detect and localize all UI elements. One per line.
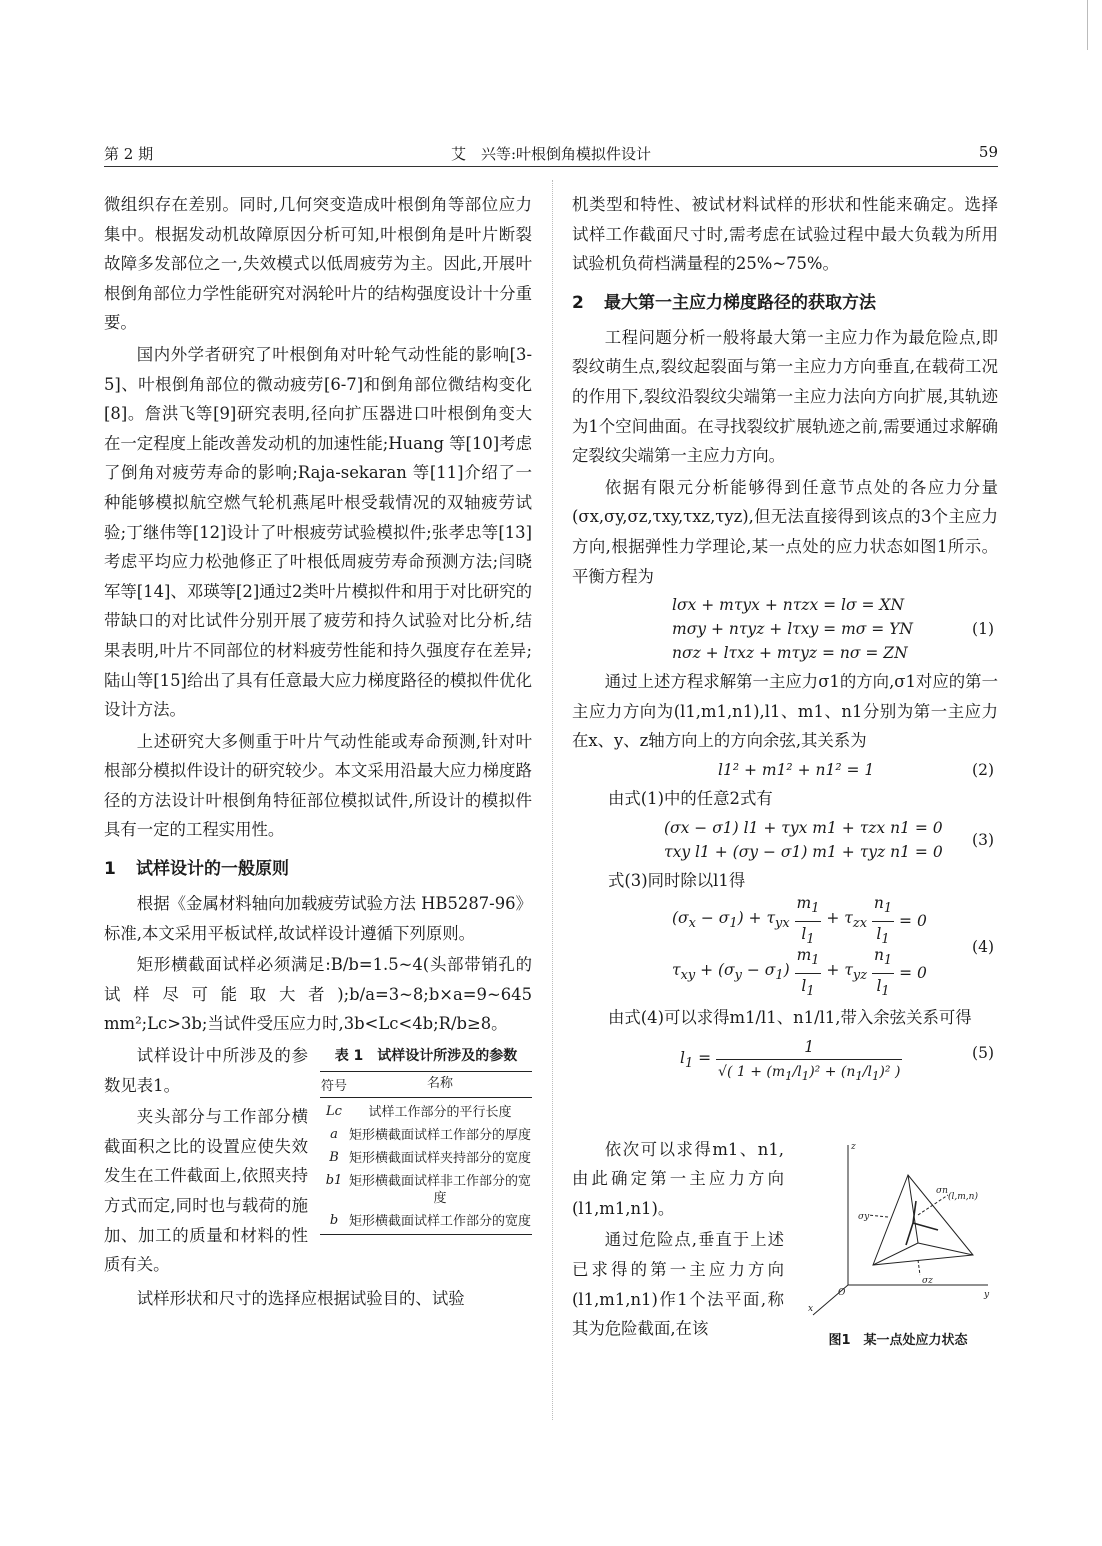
equation-line: τxy l1 + (σy − σ1) m1 + τyz n1 = 0 <box>664 842 943 861</box>
table-row <box>320 1173 532 1207</box>
paragraph: 上述研究大多侧重于叶片气动性能或寿命预测,针对叶根部分模拟件设计的研究较少。本文采用沿最大应力梯度路径的方法设计叶根倒角特征部位模拟试件,所设计的模拟件具有一定的工程实用性。 <box>104 731 532 840</box>
figure-caption: 图1 某一点处应力状态 <box>828 1332 968 1348</box>
table-cell-name: 矩形横截面试样工作部分的宽度 <box>348 1214 531 1230</box>
equation-3 <box>572 816 998 864</box>
table-cell-symbol: b1 <box>325 1173 343 1189</box>
paragraph: 由式(1)中的任意2式有 <box>608 788 773 808</box>
svg-text:(l,m,n): (l,m,n) <box>948 1191 978 1202</box>
table-cell-symbol: b <box>329 1213 339 1229</box>
equation-number: (5) <box>972 1043 994 1062</box>
table-cell-symbol: a <box>330 1127 338 1143</box>
table-cell-symbol: Lc <box>326 1104 342 1120</box>
table-cell-name: 试样工作部分的平行长度 <box>368 1105 512 1121</box>
section-number: 2 <box>572 292 584 313</box>
page-corner-mark <box>1087 0 1102 50</box>
equation-line: lσx + mτyx + nτzx = lσ = XN <box>672 596 905 615</box>
left-column <box>104 190 532 1313</box>
equation-line: nσz + lτxz + mτyz = nσ = ZN <box>672 644 908 663</box>
equation-number: (3) <box>972 830 994 849</box>
svg-text:σz: σz <box>922 1275 933 1286</box>
running-title: 艾 兴等:叶根倒角模拟件设计 <box>450 145 652 163</box>
equation-1 <box>572 593 998 665</box>
paragraph: 式(3)同时除以l1得 <box>608 870 746 890</box>
svg-text:σy: σy <box>858 1211 870 1222</box>
table-cell-name: 矩形横截面试样夹持部分的宽度 <box>348 1151 531 1167</box>
section-title: 最大第一主应力梯度路径的获取方法 <box>604 292 876 313</box>
column-separator <box>552 180 553 1420</box>
header-rule <box>104 166 998 167</box>
table-cell-name: 矩形横截面试样工作部分的厚度 <box>348 1128 531 1144</box>
equation-4: $(\sigma_x - \sigma_1) + \tau_{yx}$ $\frac{m_1}{l_1}$ + $\tau_{zx}$ $\frac{n_1}{l_1}$ = 0 $\tau_{xy} + (\sigma_y - \sigma_1)$ $\frac{m_1}{l_1}$ + $\tau_{yz}$ $\frac{n_1}{l_1}$ = 0 (4) <box>572 895 998 1003</box>
section-heading <box>104 855 532 883</box>
equation-line: (σx − σ1) l1 + τyx m1 + τzx n1 = 0 <box>664 818 943 837</box>
paragraph: 国内外学者研究了叶根倒角对叶轮气动性能的影响[3-5]、叶根倒角部位的微动疲劳[6-7]和倒角部位微结构变化[8]。詹洪飞等[9]研究表明,径向扩压器进口叶根倒角变大在一定程度上能改善发动机的加速性能;Huang 等[10]考虑了倒角对疲劳寿命的影响;Raja-sekaran 等[11]介绍了一种能够模拟航空燃气轮机燕尾叶根受载情况的双轴疲劳试验;丁继伟等[12]设计了叶根疲劳试验模拟件;张孝忠等[13]考虑平均应力松弛修正了叶根低周疲劳寿命预测方法;闫晓军等[14]、邓瑛等[2]通过2类叶片模拟件和用于对比研究的带缺口的对比试件分别开展了疲劳和持久试验对比分析,结果表明,叶片不同部位的材料疲劳性能和持久强度存在差异;陆山等[15]给出了具有任意最大应力梯度路径的模拟件优化设计方法。 <box>104 344 532 720</box>
table-row <box>320 1104 532 1121</box>
equation-number: (1) <box>972 620 994 639</box>
issue-number: 第 2 期 <box>104 145 154 163</box>
table-title: 表 1 试样设计所涉及的参数 <box>334 1048 518 1065</box>
section-title: 试样设计的一般原则 <box>136 859 289 880</box>
paragraph: 夹头部分与工作部分横截面积之比的设置应使失效发生在工件截面上,依照夹持方式而定,同时也与载荷的施加、加工的质量和材料的性质有关。 <box>104 1107 308 1275</box>
table-row <box>320 1150 532 1167</box>
equation-line: l1² + m1² + n1² = 1 <box>718 760 875 779</box>
page-number: 59 <box>978 143 998 161</box>
table-header-symbol: 符号 <box>320 1079 347 1095</box>
table-cell-name: 矩形横截面试样非工作部分的宽度 <box>348 1174 531 1207</box>
table-header-row <box>320 1071 532 1098</box>
paragraph: 试样形状和尺寸的选择应根据试验目的、试验 <box>136 1288 465 1308</box>
svg-text:x: x <box>808 1303 814 1314</box>
paragraph: 试样设计中所涉及的参数见表1。 <box>104 1046 308 1095</box>
paragraph: 机类型和特性、被试材料试样的形状和性能来确定。选择试样工作截面尺寸时,需考虑在试验过程中最大负载为所用试验机负荷档满量程的25%~75%。 <box>572 195 998 274</box>
equation-line: mσy + nτyz + lτxy = mσ = YN <box>672 620 913 639</box>
svg-text:σn: σn <box>936 1185 948 1196</box>
svg-text:O: O <box>838 1287 846 1298</box>
paragraph: 依据有限元分析能够得到任意节点处的各应力分量(σx,σy,σz,τxy,τxz,τyz),但无法直接得到该点的3个主应力方向,根据弹性力学理论,某一点处的应力状态如图1所示。平衡方程为 <box>572 477 998 586</box>
equation-2 <box>572 758 998 782</box>
equation-5: $l_1$ = $\frac{1}{√( 1 + (m_1/l_1)^2 + (n_1/l_1)^2 )}$ (5) <box>572 1033 998 1125</box>
right-column <box>572 190 998 1348</box>
equation-number: (2) <box>972 760 994 779</box>
paragraph: 依次可以求得m1、n1,由此确定第一主应力方向(l1,m1,n1)。 <box>572 1139 784 1218</box>
paragraph: 由式(4)可以求得m1/l1、n1/l1,带入余弦关系可得 <box>608 1008 972 1028</box>
equation-number: (4) <box>972 938 994 957</box>
paragraph: 工程问题分析一般将最大第一主应力作为最危险点,即裂纹萌生点,裂纹起裂面与第一主应力方向垂直,在载荷工况的作用下,裂纹沿裂纹尖端第一主应力法向方向扩展,其轨迹为1个空间曲面。在寻找裂纹扩展轨迹之前,需要通过求解确定裂纹尖端第一主应力方向。 <box>572 327 998 466</box>
svg-text:z: z <box>851 1141 856 1152</box>
paragraph: 矩形横截面试样必须满足:B/b=1.5~4(头部带销孔的试样尽可能取大者);b/a=3~8;b×a=9~645 mm²;Lc>3b;当试件受压应力时,3b<Lc<4b;R/b≥8。 <box>104 955 532 1034</box>
parameter-table <box>320 1041 532 1280</box>
table-header-name: 名称 <box>426 1076 453 1092</box>
paragraph: 通过危险点,垂直于上述已求得的第一主应力方向(l1,m1,n1)作1个法平面,称其为危险截面,在该 <box>572 1230 784 1339</box>
svg-text:y: y <box>984 1289 990 1300</box>
paragraph: 通过上述方程求解第一主应力σ1的方向,σ1对应的第一主应力方向为(l1,m1,n1),l1、m1、n1分别为第一主应力在x、y、z轴方向上的方向余弦,其关系为 <box>572 672 998 751</box>
table-cell-symbol: B <box>329 1150 339 1166</box>
table-row <box>320 1127 532 1144</box>
paragraph: 微组织存在差别。同时,几何突变造成叶根倒角等部位应力集中。根据发动机故障原因分析可知,叶根倒角是叶片断裂故障多发部位之一,失效模式以低周疲劳为主。因此,开展叶根倒角部位力学性能研究对涡轮叶片的结构强度设计十分重要。 <box>104 195 532 333</box>
section-number: 1 <box>104 859 116 880</box>
figure-1 <box>798 1135 998 1348</box>
running-header <box>104 143 998 165</box>
paragraph: 根据《金属材料轴向加载疲劳试验方法 HB5287-96》标准,本文采用平板试样,故试样设计遵循下列原则。 <box>104 894 532 943</box>
stress-state-diagram <box>798 1135 998 1325</box>
table-row <box>320 1213 532 1230</box>
section-heading <box>572 289 998 317</box>
